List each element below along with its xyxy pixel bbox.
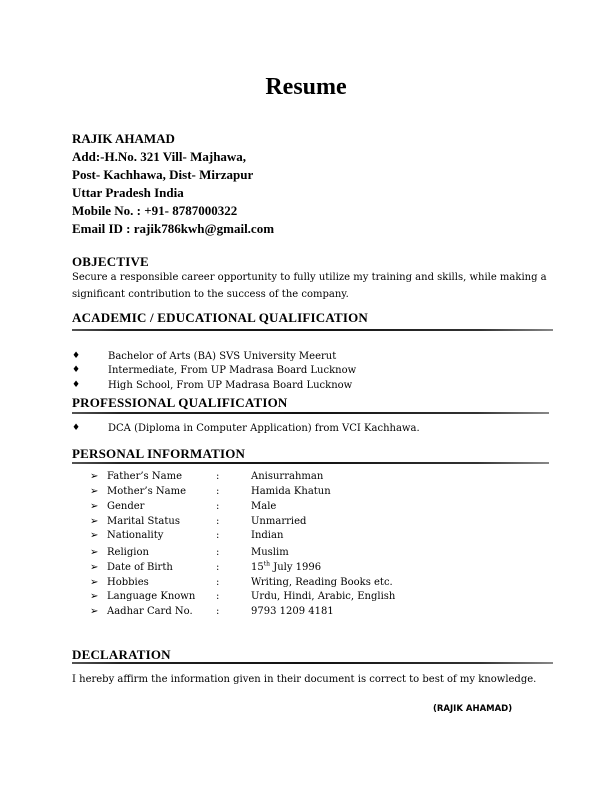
- professional-item-text: DCA (Diploma in Computer Application) from VCI Kachhawa.: [108, 423, 420, 434]
- field-label: Language Known: [107, 591, 196, 602]
- declaration-divider: [72, 662, 553, 664]
- field-label: Date of Birth: [107, 562, 173, 573]
- email-id: Email ID : rajik786kwh@gmail.com: [72, 221, 275, 236]
- arrow-bullet-icon: ➢: [90, 577, 99, 588]
- field-label: Nationality: [107, 530, 164, 541]
- arrow-bullet-icon: ➢: [90, 501, 99, 512]
- arrow-bullet-icon: ➢: [90, 516, 99, 527]
- field-separator: :: [216, 501, 220, 512]
- arrow-bullet-icon: ➢: [90, 547, 99, 558]
- arrow-bullet-icon: ➢: [90, 591, 99, 602]
- address-line-3: Uttar Pradesh India: [72, 185, 184, 200]
- objective-text-line-2: significant contribution to the success of the company.: [72, 289, 349, 300]
- field-label: Marital Status: [107, 516, 180, 527]
- academic-heading: ACADEMIC / EDUCATIONAL QUALIFICATION: [72, 310, 368, 325]
- field-label: Religion: [107, 547, 149, 558]
- field-value: Urdu, Hindi, Arabic, English: [251, 591, 396, 602]
- field-separator: :: [216, 577, 220, 588]
- address-line-2: Post- Kachhawa, Dist- Mirzapur: [72, 167, 254, 182]
- diamond-bullet-icon: ♦: [72, 365, 81, 375]
- professional-divider: [72, 412, 549, 414]
- field-label: Father’s Name: [107, 471, 182, 482]
- candidate-name: RAJIK AHAMAD: [72, 131, 175, 146]
- arrow-bullet-icon: ➢: [90, 471, 99, 482]
- professional-heading: PROFESSIONAL QUALIFICATION: [72, 395, 288, 410]
- academic-item-text: Intermediate, From UP Madrasa Board Lucknow: [108, 365, 357, 376]
- field-value: Writing, Reading Books etc.: [251, 577, 393, 588]
- field-value: 9793 1209 4181: [251, 606, 334, 617]
- declaration-heading: DECLARATION: [72, 647, 171, 662]
- field-label: Gender: [107, 501, 145, 512]
- field-separator: :: [216, 606, 220, 617]
- diamond-bullet-icon: ♦: [72, 423, 81, 433]
- field-value: Hamida Khatun: [251, 486, 331, 497]
- mobile-number: Mobile No. : +91- 8787000322: [72, 203, 238, 218]
- arrow-bullet-icon: ➢: [90, 486, 99, 497]
- field-separator: :: [216, 486, 220, 497]
- academic-item-text: High School, From UP Madrasa Board Lucknow: [108, 380, 353, 391]
- field-separator: :: [216, 530, 220, 541]
- personal-heading: PERSONAL INFORMATION: [72, 446, 246, 461]
- page-title: Resume: [265, 74, 347, 100]
- academic-divider: [72, 329, 553, 331]
- arrow-bullet-icon: ➢: [90, 530, 99, 541]
- academic-item-text: Bachelor of Arts (BA) SVS University Meerut: [108, 351, 337, 362]
- field-value: Muslim: [251, 547, 289, 558]
- arrow-bullet-icon: ➢: [90, 562, 99, 573]
- personal-divider: [72, 462, 549, 464]
- field-label: Aadhar Card No.: [107, 606, 193, 617]
- dob-month-year: July 1996: [270, 562, 322, 573]
- objective-text-line-1: Secure a responsible career opportunity to fully utilize my training and skills, while making a: [72, 272, 547, 283]
- dob-day: 15: [251, 562, 264, 573]
- field-value: Anisurrahman: [251, 471, 324, 482]
- diamond-bullet-icon: ♦: [72, 380, 81, 390]
- arrow-bullet-icon: ➢: [90, 606, 99, 617]
- field-value: Unmarried: [251, 516, 307, 527]
- field-label: Mother’s Name: [107, 486, 187, 497]
- signature-name: (RAJIK AHAMAD): [433, 704, 513, 714]
- field-separator: :: [216, 591, 220, 602]
- address-line-1: Add:-H.No. 321 Vill- Majhawa,: [72, 149, 247, 164]
- dob-ordinal-suffix: th: [263, 560, 271, 568]
- objective-heading: OBJECTIVE: [72, 254, 149, 269]
- field-value: [251, 562, 321, 573]
- field-separator: :: [216, 516, 220, 527]
- field-separator: :: [216, 471, 220, 482]
- field-value: Indian: [251, 530, 284, 541]
- field-value: Male: [251, 501, 277, 512]
- declaration-text: I hereby affirm the information given in their document is correct to best of my knowledge.: [72, 674, 537, 685]
- diamond-bullet-icon: ♦: [72, 351, 81, 361]
- field-label: Hobbies: [107, 577, 149, 588]
- field-separator: :: [216, 562, 220, 573]
- field-separator: :: [216, 547, 220, 558]
